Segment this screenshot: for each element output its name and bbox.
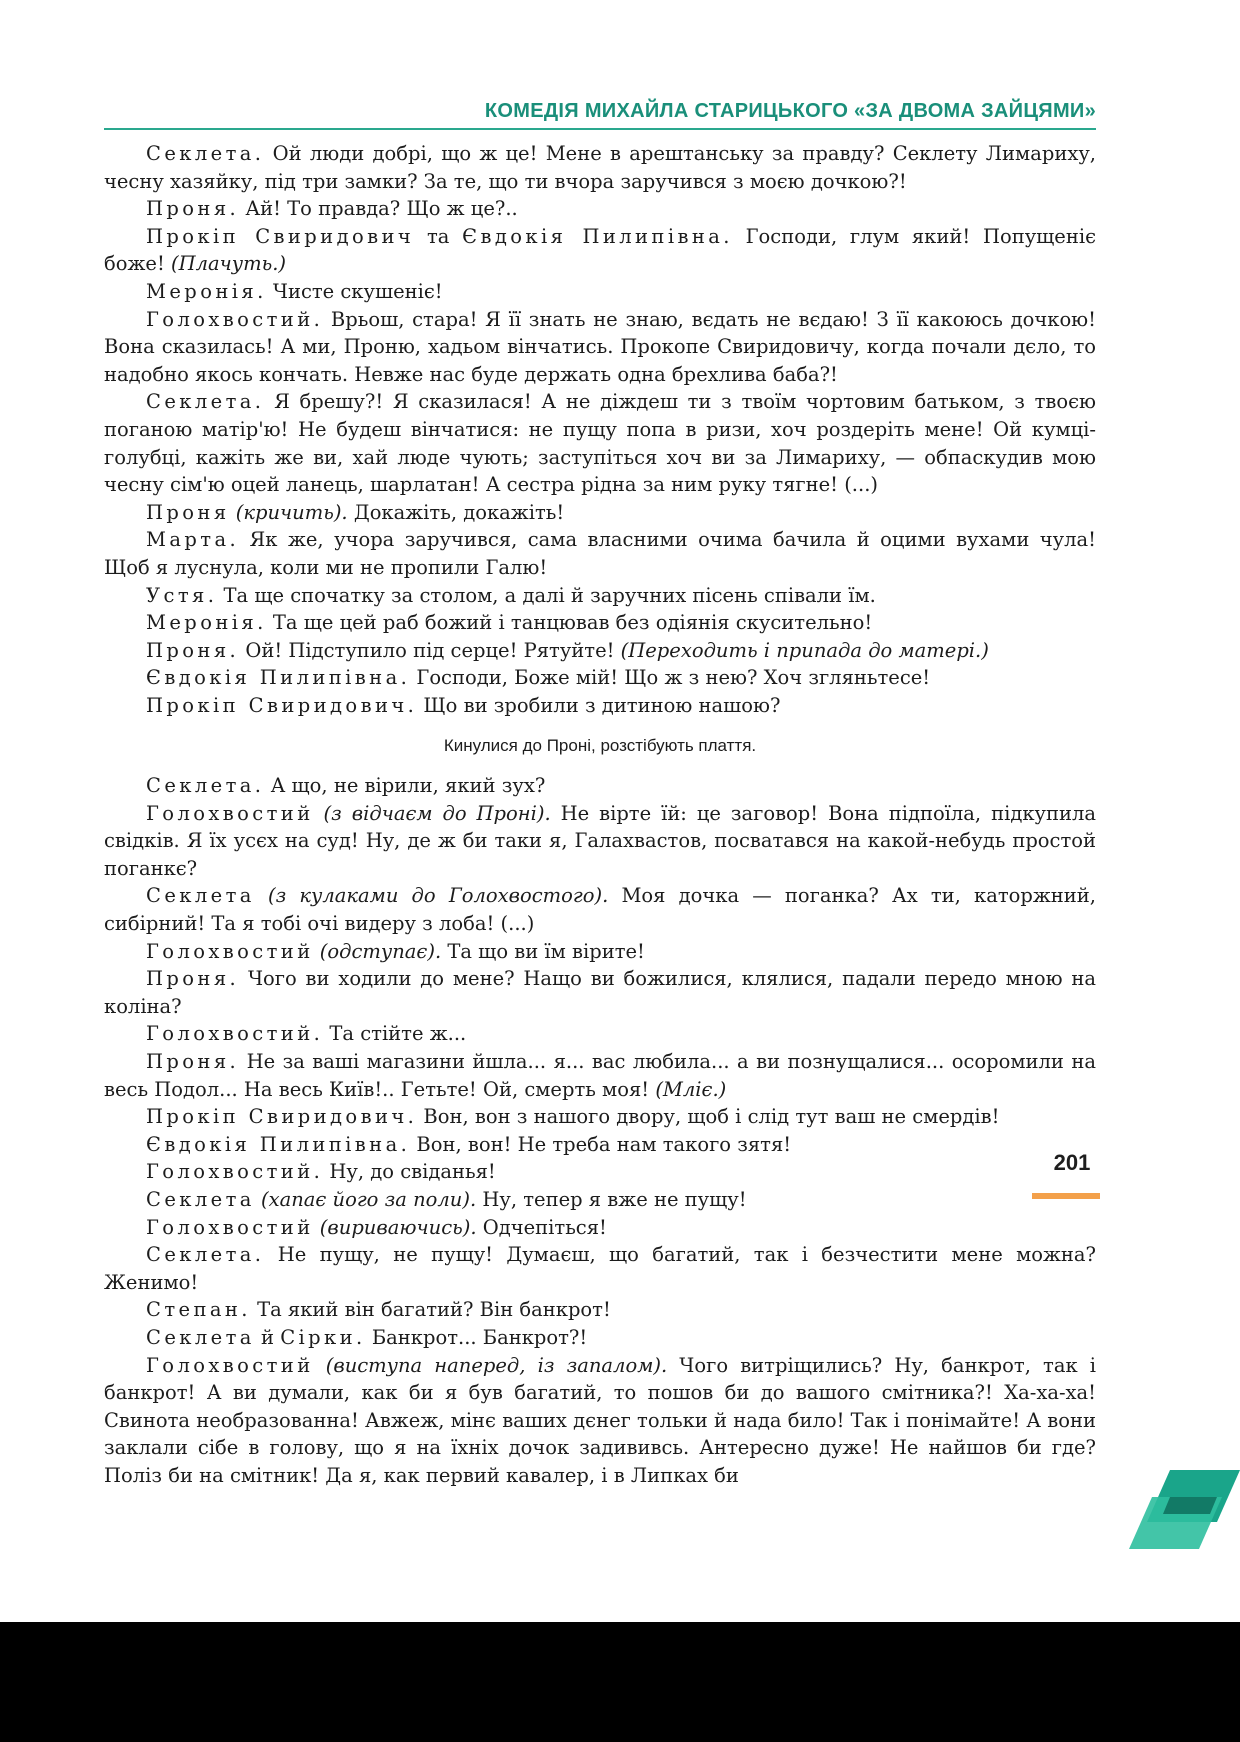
stage-remark: (хапає його за поли). (254, 1187, 477, 1211)
speaker-name: Сірки. (280, 1325, 366, 1349)
speaker-name: Прокіп Свиридович. (146, 693, 418, 717)
stage-remark: (Мліє.) (655, 1077, 727, 1101)
dialogue-line (104, 664, 1096, 692)
dialogue-text: Вон, вон! Не треба нам такого зятя! (410, 1132, 792, 1156)
page-number-underline (1032, 1193, 1100, 1199)
dialogue-line (104, 278, 1096, 306)
dialogue-line (104, 1020, 1096, 1048)
dialogue-line (104, 637, 1096, 665)
dialogue-text: Ой! Підступило під серце! Рятуйте! (239, 638, 621, 662)
speaker-name: Голохвостий (146, 801, 314, 825)
dialogue-text: Та що ви їм вірите! (441, 939, 645, 963)
speaker-name: Євдокія Пилипівна. (146, 666, 411, 690)
dialogue-line (104, 1214, 1096, 1242)
dialogue-line (104, 1158, 1096, 1186)
dialogue-line (104, 306, 1096, 389)
dialogue-text: Докажіть, докажіть! (347, 500, 565, 524)
dialogue-text: Та стійте ж... (323, 1022, 467, 1046)
dialogue-text: Як же, учора заручився, сама власними очима бачила й оцими вухами чула! Щоб я луснула, коли ми не пропили Галю! (104, 528, 1096, 579)
dialogue-text: Вон, вон з нашого двору, щоб і слід тут ваш не смердів! (417, 1105, 1000, 1129)
speaker-name: Проня. (146, 1050, 240, 1073)
dialogue-line (104, 1352, 1096, 1490)
dialogue-line (104, 1131, 1096, 1159)
dialogue-line (104, 582, 1096, 610)
corner-decoration-icon (1122, 1470, 1240, 1560)
page-number: 201 (1053, 1150, 1091, 1175)
speaker-name: Голохвостий (146, 939, 314, 963)
dialogue-text: Чого витріщились? Ну, банкрот, так і банкрот! А ви думали, как би я був багатий, то пошов би до вашого смітника?! Ха-ха-ха! Свинота необразованна! Авжеж, мінє ваших дєнег тольки й нада било! Так і понімайте! А вони заклали сібе в голову, що я на їхніх дочок задививсь. Антересно дуже! Не найшов би где? Поліз би на смітник! Да я, как первий кавалер, і в Липках би (104, 1353, 1096, 1487)
dialogue-line (104, 882, 1096, 937)
dialogue-line (104, 800, 1096, 883)
stage-direction: Кинулися до Проні, розстібують плаття. (443, 736, 757, 756)
speaker-name: Марта. (146, 528, 240, 552)
dialogue-line (104, 1296, 1096, 1324)
dialogue-text: Господи, Боже мій! Що ж з нею? Хоч згляньтесе! (410, 666, 931, 690)
dialogue-line (104, 499, 1096, 527)
stage-remark: (з відчаєм до Проні). (313, 801, 551, 825)
dialogue-text: Врьош, стара! Я її знать не знаю, вєдать не вєдаю! З її какоюсь дочкою! Вона сказилась! А ми, Проню, хадьом вінчатись. Прокопе Свиридовичу, когда почали дєло, то надобно якось кончать. Невже нас буде держать одна брехлива баба?! (104, 307, 1096, 386)
stage-remark: (одступає). (313, 939, 442, 963)
dialogue-line (104, 1103, 1096, 1131)
dialogue-text: Господи, глум який! Попущеніє боже! (104, 224, 1096, 276)
dialogue-text: Не за ваші магазини йшла... я... вас любила... а ви познущалися... осоромили на весь Подол... На весь Київ!.. Гетьте! Ой, смерть моя! (104, 1050, 1096, 1101)
dialogue-text: Та ще спочатку за столом, а далі й заручних пісень співали їм. (217, 583, 876, 607)
dialogue-text: Та який він багатий? Він банкрот! (250, 1298, 611, 1322)
speaker-name: Голохвостий (146, 1353, 314, 1377)
stage-remark: (вириваючись). (313, 1215, 477, 1239)
speaker-joiner: та (414, 224, 463, 248)
stage-remark: (Плачуть.) (171, 252, 287, 276)
play-text (104, 140, 1096, 1490)
dialogue-text: А що, не вірили, який зух? (264, 774, 546, 798)
speaker-name: Секлета (146, 1187, 255, 1211)
dialogue-line (104, 1186, 1096, 1214)
speaker-name: Меронія. (146, 279, 267, 303)
dialogue-text: Не вірте їй: це заговор! Вона підпоїла, підкупила свідків. Я їх усєх на суд! Ну, де ж би таки я, Галахвастов, посватався на какой-небудь простой поганкє? (104, 801, 1096, 880)
dialogue-line (104, 526, 1096, 581)
speaker-name: Степан. (146, 1298, 251, 1322)
dialogue-line (104, 1324, 1096, 1352)
dialogue-line (104, 388, 1096, 498)
dialogue-text: Та ще цей раб божий і танцював без одіянія скусительно! (266, 611, 873, 635)
stage-remark: (виступа наперед, із запалом). (313, 1353, 668, 1377)
dialogue-text: Одчепіться! (476, 1215, 607, 1239)
dialogue-text: Чого ви ходили до мене? Нащо ви божилися, клялися, падали передо мною на коліна? (104, 967, 1096, 1018)
speaker-name: Меронія. (146, 611, 267, 635)
dialogue-text: Ну, тепер я вже не пущу! (476, 1187, 747, 1211)
speaker-name: Секлета. (146, 1243, 265, 1267)
speaker-name: Секлета. (146, 390, 265, 414)
speaker-name: Проня. (146, 197, 240, 221)
dialogue-line (104, 965, 1096, 1020)
stage-remark: (з кулаками до Голохвостого). (254, 884, 609, 908)
speaker-name: Голохвостий. (146, 1022, 324, 1046)
speaker-name: Євдокія Пилипівна. (146, 1132, 411, 1156)
speaker-name: Прокіп Свиридович (146, 224, 415, 248)
speaker-name: Секлета (146, 884, 255, 908)
speaker-name: Євдокія Пилипівна. (462, 224, 733, 248)
speaker-name: Устя. (146, 583, 218, 607)
dialogue-line (104, 1241, 1096, 1296)
speaker-name: Секлета. (146, 142, 265, 165)
dialogue-text: Ой люди добрі, що ж це! Мене в арештанську за правду? Секлету Лимариху, чесну хазяйку, під три замки? За те, що ти вчора заручився з моєю дочкою?! (104, 142, 1096, 193)
dialogue-text: Не пущу, не пущу! Думаєш, що багатий, так і безчестити мене можна? Женимо! (104, 1243, 1096, 1294)
dialogue-text: Ну, до свіданья! (323, 1160, 496, 1184)
dialogue-line (104, 938, 1096, 966)
running-header: КОМЕДІЯ МИХАЙЛА СТАРИЦЬКОГО «ЗА ДВОМА ЗАЙЦЯМИ» (484, 100, 1096, 122)
stage-remark: (кричить). (229, 500, 348, 524)
speaker-name: Голохвостий. (146, 307, 324, 331)
dialogue-text: Що ви зробили з дитиною нашою? (417, 693, 781, 717)
speaker-name: Проня. (146, 967, 240, 991)
dialogue-line (104, 195, 1096, 223)
dialogue-text: Чисте скушеніє! (266, 279, 443, 303)
dialogue-text: Ай! То правда? Що ж це?.. (239, 197, 518, 221)
header-rule (104, 128, 1096, 130)
speaker-name: Проня. (146, 638, 240, 662)
dialogue-line (104, 140, 1096, 195)
speaker-name: Секлета. (146, 774, 265, 798)
dialogue-line (104, 692, 1096, 720)
dialogue-line (104, 223, 1096, 278)
dialogue-text: Банкрот... Банкрот?! (365, 1325, 588, 1349)
dialogue-line (104, 772, 1096, 800)
speaker-name: Секлета (146, 1325, 255, 1349)
dialogue-line (104, 609, 1096, 637)
speaker-joiner: й (254, 1325, 281, 1349)
dialogue-text: Моя дочка — поганка? Ах ти, каторжний, сибірний! Та я тобі очі видеру з лоба! (...) (104, 884, 1096, 936)
stage-remark: (Переходить і припада до матері.) (620, 638, 989, 662)
speaker-name: Голохвостий (146, 1215, 314, 1239)
dialogue-text: Я брешу?! Я сказилася! А не діждеш ти з твоїм чортовим батьком, з твоєю поганою матір'ю! Не будеш вінчатися: не пущу попа в ризи, хоч роздеріть мене! Ой кумці-голубці, кажіть же ви, хай люде чують; заступіться хоч ви за Лимариху, — обпаскудив мою чесну сім'ю оцей ланець, шарлатан! А сестра рідна за ним руку тягне! (...) (104, 390, 1096, 497)
speaker-name: Голохвостий. (146, 1160, 324, 1184)
speaker-name: Прокіп Свиридович. (146, 1105, 418, 1129)
speaker-name: Проня (146, 500, 230, 524)
dialogue-line (104, 1048, 1096, 1103)
